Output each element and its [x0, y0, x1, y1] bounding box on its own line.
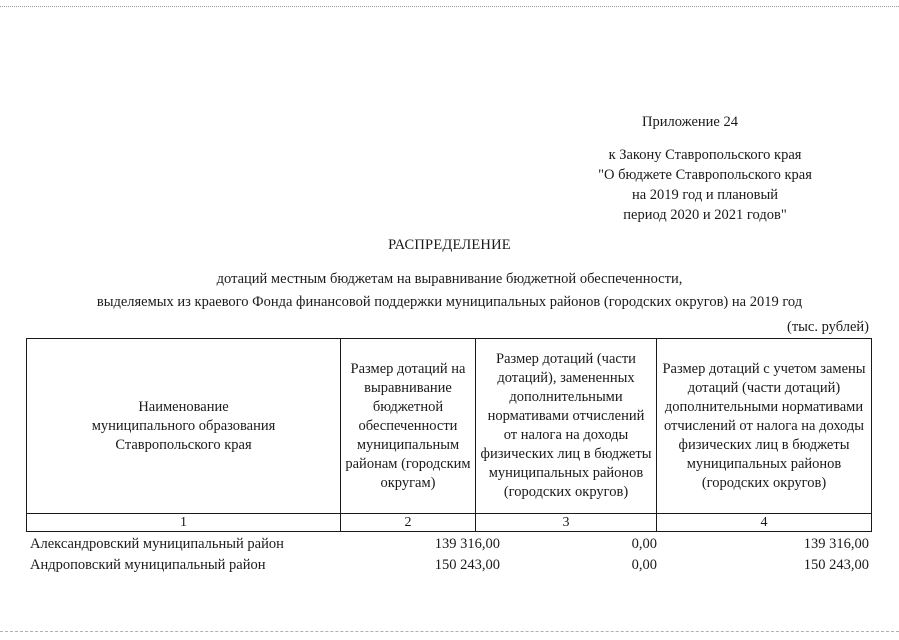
appendix-line: на 2019 год и плановый [631, 187, 779, 203]
header-equalization-grant: Размер дотаций на выравнивание бюджетной обеспеченности муниципальным районам (городским округам) [341, 339, 476, 514]
equalization-grant-value: 139 316,00 [434, 536, 500, 552]
document-heading: РАСПРЕДЕЛЕНИЕ [388, 237, 511, 253]
distribution-table [26, 338, 872, 532]
appendix-line: период 2020 и 2021 годов" [623, 207, 787, 223]
column-number: 2 [341, 514, 476, 532]
appendix-line: "О бюджете Ставропольского края [598, 167, 812, 183]
replaced-grant-value: 0,00 [631, 536, 657, 552]
table-row [26, 555, 871, 576]
units-label: (тыс. рублей) [787, 319, 869, 335]
table-body [26, 534, 871, 576]
column-number: 1 [27, 514, 341, 532]
column-number: 3 [476, 514, 657, 532]
appendix-title: Приложение 24 [642, 114, 738, 130]
grant-after-replacement-value: 150 243,00 [803, 557, 869, 573]
grant-after-replacement-value: 139 316,00 [803, 536, 869, 552]
table-row [26, 534, 871, 555]
column-number: 4 [657, 514, 872, 532]
replaced-grant-value: 0,00 [631, 557, 657, 573]
header-municipality-name: Наименование муниципального образования Ставропольского края [27, 339, 341, 514]
scan-edge-top [0, 6, 899, 8]
appendix-line: к Закону Ставропольского края [608, 147, 802, 163]
document-subtitle-line-1: дотаций местным бюджетам на выравнивание бюджетной обеспеченности, [216, 271, 683, 287]
header-replaced-grant: Размер дотаций (части дотаций), замененных дополнительными нормативами отчислений от налога на доходы физических лиц в бюджеты муниципальных районов (городских округов) [476, 339, 657, 514]
table-header-row [27, 339, 872, 514]
municipality-name: Андроповский муниципальный район [30, 557, 266, 573]
municipality-name: Александровский муниципальный район [30, 536, 284, 552]
appendix-law-reference [540, 145, 870, 225]
equalization-grant-value: 150 243,00 [434, 557, 500, 573]
header-grant-after-replacement: Размер дотаций с учетом замены дотаций (части дотаций) дополнительными нормативами отчислений от налога на доходы физических лиц в бюджеты муниципальных районов (городских округов) [657, 339, 872, 514]
document-subtitle-line-2: выделяемых из краевого Фонда финансовой поддержки муниципальных районов (городских округов) на 2019 год [96, 294, 803, 310]
scan-edge-bottom [0, 631, 899, 633]
table-column-number-row [27, 514, 872, 532]
